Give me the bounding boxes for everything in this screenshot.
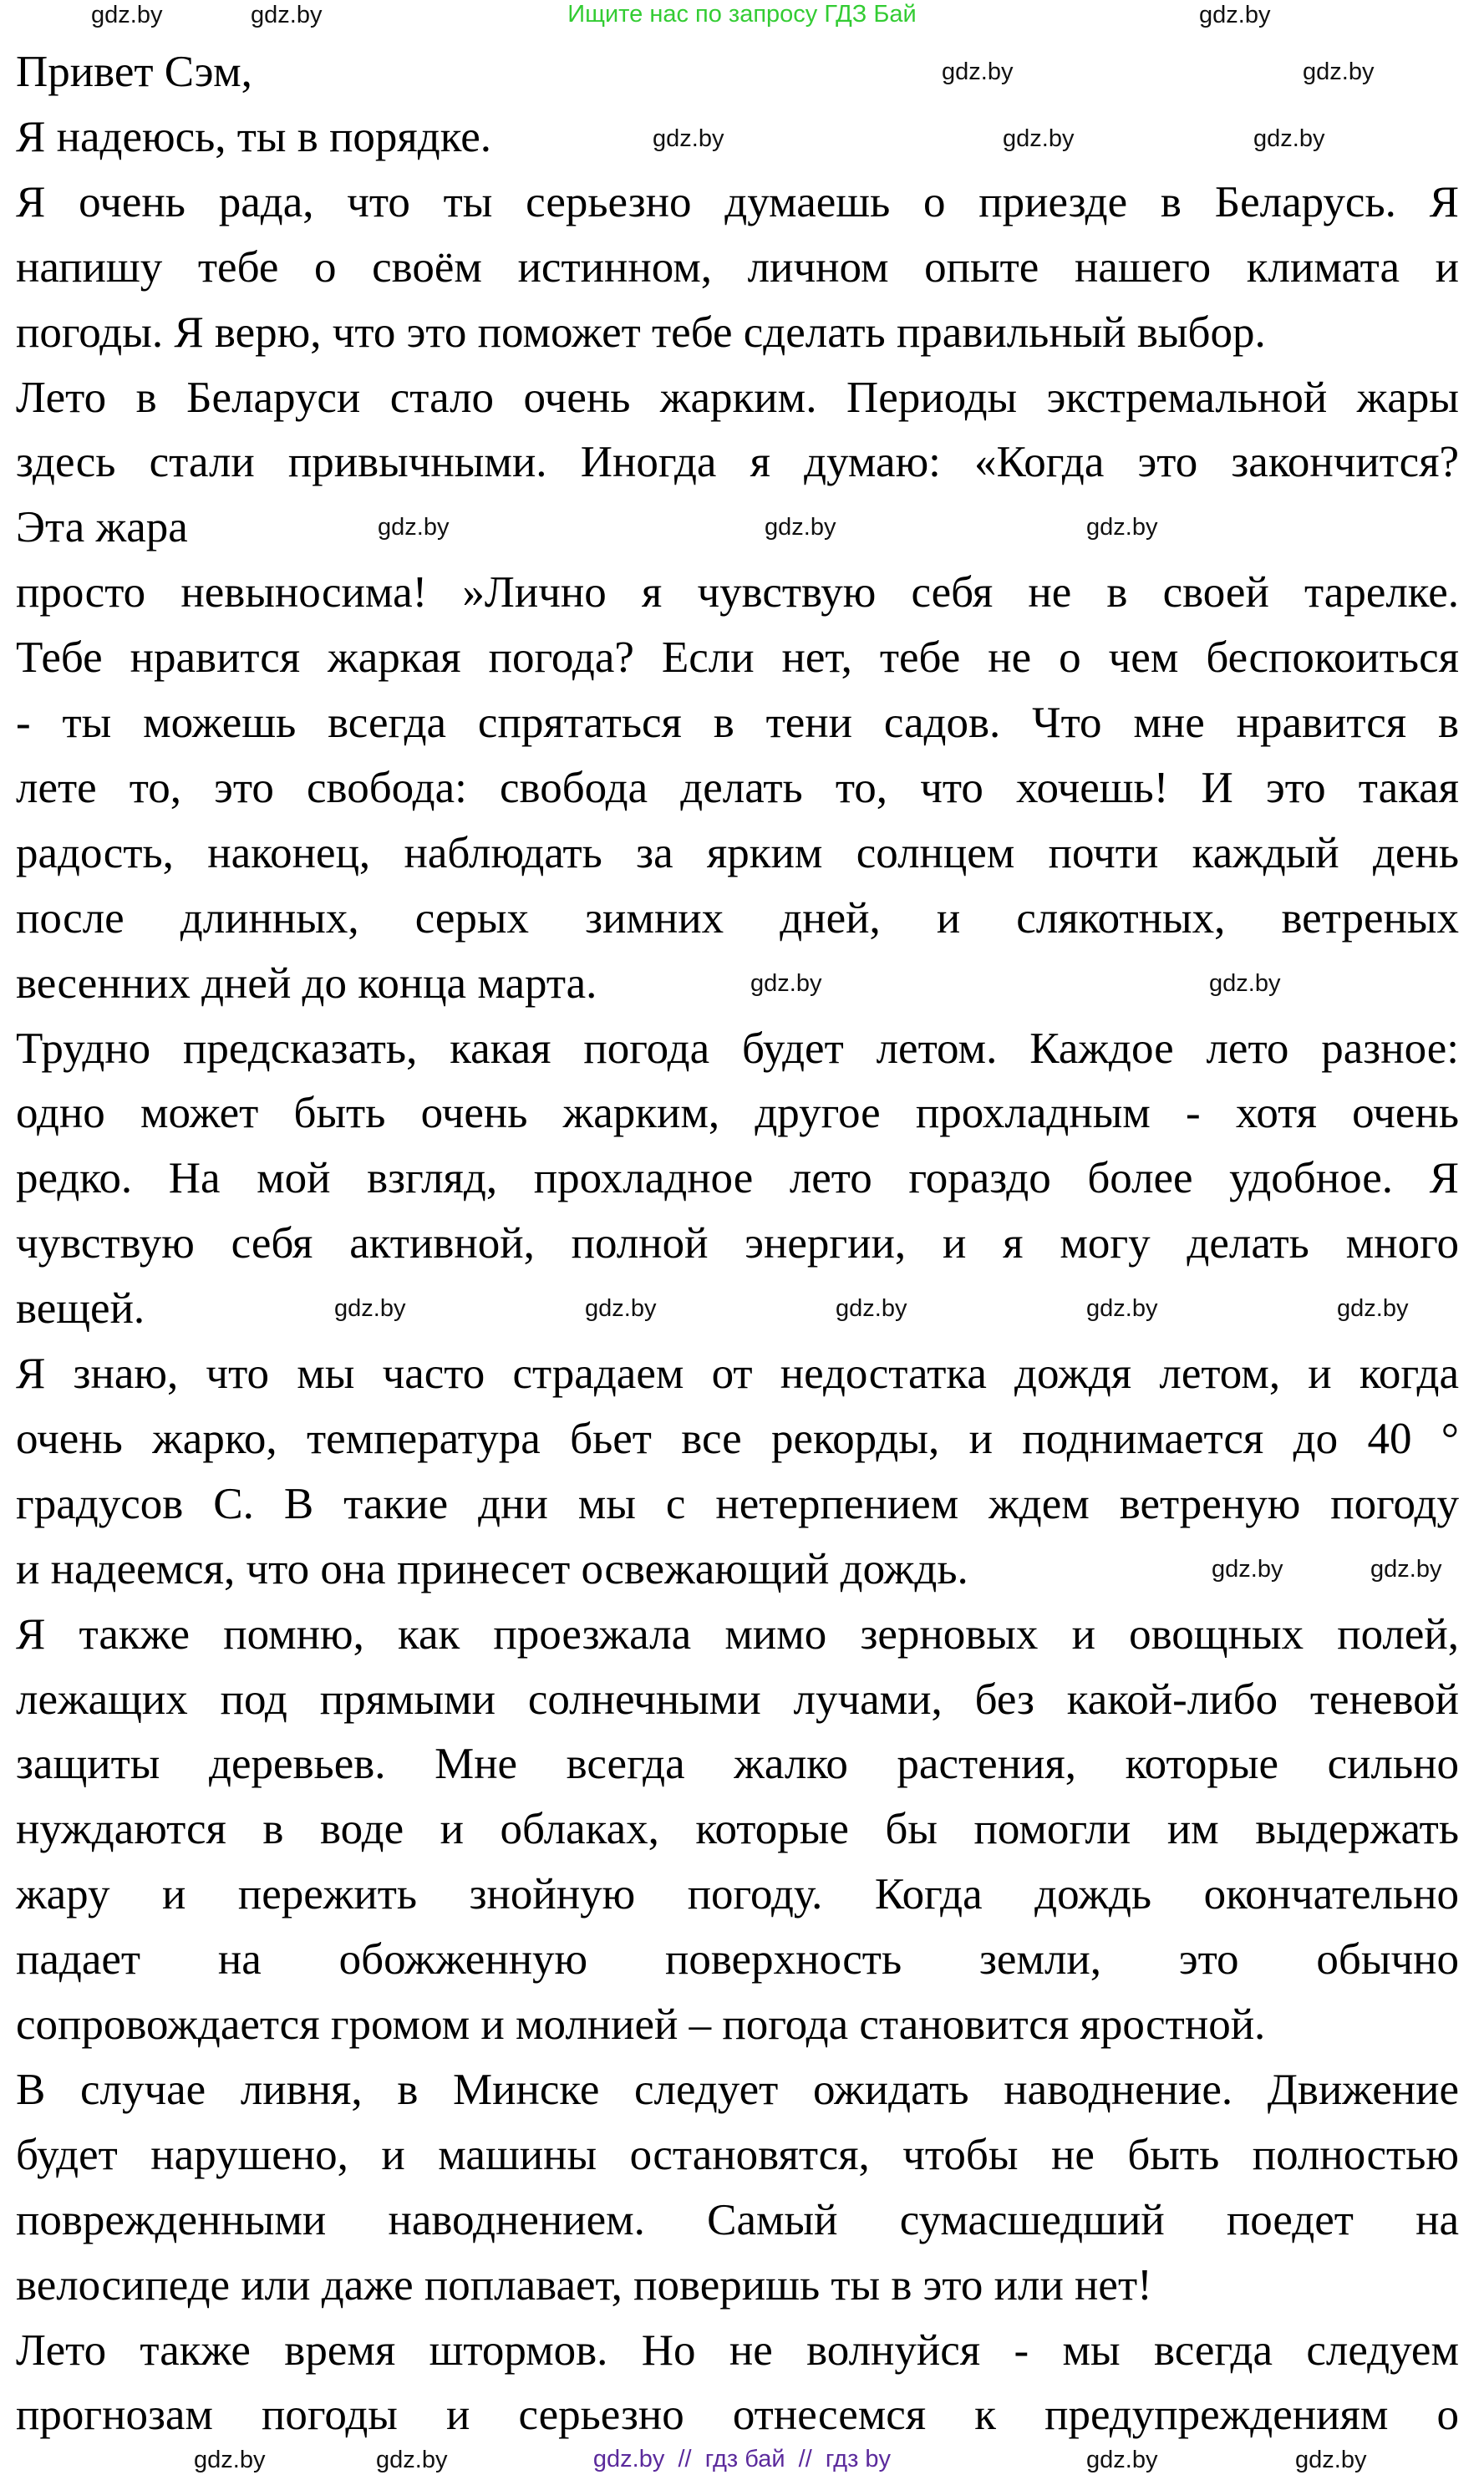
watermark: gdz.by (1337, 1295, 1409, 1322)
watermark: gdz.by (1209, 970, 1281, 997)
watermark: gdz.by (1086, 2447, 1158, 2473)
watermark: gdz.by (376, 2447, 448, 2473)
watermark: gdz.by (750, 970, 822, 997)
text-line: падает на обожженную поверхность земли, это обычно (16, 1935, 1459, 1985)
watermark: gdz.by (1003, 125, 1075, 152)
text-line: напишу тебе о своём истинном, личном опыте нашего климата и (16, 242, 1459, 292)
text-line: Тебе нравится жаркая погода? Если нет, тебе не о чем беспокоиться (16, 633, 1459, 683)
text-line: погоды. Я верю, что это поможет тебе сделать правильный выбор. (16, 307, 1266, 357)
text-line: Эта жара (16, 503, 188, 552)
text-line: редко. На мой взгляд, прохладное лето гораздо более удобное. Я (16, 1154, 1459, 1203)
watermark: gdz.by (1086, 1295, 1158, 1322)
watermark: gdz.by (1303, 58, 1375, 85)
text-line: просто невыносима! »Лично я чувствую себя не в своей тарелке. (16, 568, 1459, 617)
watermark: gdz.by (1199, 2, 1271, 28)
text-line: лете то, это свобода: свобода делать то, что хочешь! И это такая (16, 763, 1459, 812)
watermark: gdz.by (1086, 514, 1158, 541)
text-line: будет нарушено, и машины остановятся, чтобы не быть полностью (16, 2130, 1459, 2179)
text-line: радость, наконец, наблюдать за ярким солнцем почти каждый день (16, 828, 1459, 877)
watermark: gdz.by (251, 2, 323, 28)
watermark: gdz.by (836, 1295, 907, 1322)
text-line: велосипеде или даже поплавает, поверишь ты в это или нет! (16, 2260, 1152, 2310)
watermark: gdz.by (378, 514, 450, 541)
text-line: сопровождается громом и молнией – погода становится яростной. (16, 2000, 1266, 2049)
watermark: gdz.by (1253, 125, 1325, 152)
text-line: вещей. (16, 1284, 145, 1334)
text-line: очень жарко, температура бьет все рекорды, и поднимается до 40 ° (16, 1414, 1459, 1463)
watermark: gdz.by (91, 2, 163, 28)
watermark: gdz.by (194, 2447, 266, 2473)
text-line: после длинных, серых зимних дней, и слякотных, ветреных (16, 893, 1459, 943)
header-text: Ищите нас по запросу ГДЗ Бай (567, 1, 917, 28)
watermark: gdz.by (1212, 1556, 1283, 1583)
text-line: Я надеюсь, ты в порядке. (16, 112, 491, 161)
text-line: Трудно предсказать, какая погода будет летом. Каждое лето разное: (16, 1024, 1459, 1073)
text-line: Я очень рада, что ты серьезно думаешь о приезде в Беларусь. Я (16, 177, 1459, 226)
watermark: gdz.by (334, 1295, 406, 1322)
text-line: - ты можешь всегда спрятаться в тени садов. Что мне нравится в (16, 699, 1459, 747)
text-line: Привет Сэм, (16, 48, 252, 96)
watermark: gdz.by (1370, 1556, 1442, 1583)
watermark: gdz.by (1295, 2447, 1367, 2473)
text-line: здесь стали привычными. Иногда я думаю: «Когда это закончится? (16, 438, 1459, 487)
text-line: защиты деревьев. Мне всегда жалко растения, которые сильно (16, 1740, 1459, 1789)
watermark: gdz.by (653, 125, 724, 152)
text-line: поврежденными наводнением. Самый сумасшедший поедет на (16, 2195, 1459, 2244)
text-line: весенних дней до конца марта. (16, 958, 597, 1008)
text-line: нуждаются в воде и облаках, которые бы помогли им выдержать (16, 1805, 1459, 1854)
text-line: жару и пережить знойную погоду. Когда дождь окончательно (16, 1870, 1459, 1919)
text-line: Я знаю, что мы часто страдаем от недостатка дождя летом, и когда (16, 1349, 1459, 1398)
text-line: градусов С. В такие дни мы с нетерпением ждем ветреную погоду (16, 1479, 1459, 1528)
text-line: Лето в Беларуси стало очень жарким. Периоды экстремальной жары (16, 373, 1459, 422)
watermark: gdz.by (765, 514, 836, 541)
text-line: Я также помню, как проезжала мимо зерновых и овощных полей, (16, 1609, 1459, 1659)
footer-banner (0, 2445, 1484, 2473)
text-line: одно может быть очень жарким, другое прохладным - хотя очень (16, 1089, 1459, 1138)
watermark: gdz.by (585, 1295, 657, 1322)
text-line: и надеемся, что она принесет освежающий дождь. (16, 1544, 968, 1593)
text-line: лежащих под прямыми солнечными лучами, без какой-либо теневой (16, 1675, 1459, 1724)
text-line: прогнозам погоды и серьезно отнесемся к предупреждениям о (16, 2391, 1459, 2440)
text-line: В случае ливня, в Минске следует ожидать наводнение. Движение (16, 2065, 1459, 2114)
footer-text: gdz.by // гдз бай // гдз by (592, 2446, 892, 2472)
text-line: чувствую себя активной, полной энергии, и я могу делать много (16, 1219, 1459, 1268)
watermark: gdz.by (942, 58, 1014, 85)
text-line: Лето также время штормов. Но не волнуйся - мы всегда следуем (16, 2325, 1459, 2375)
